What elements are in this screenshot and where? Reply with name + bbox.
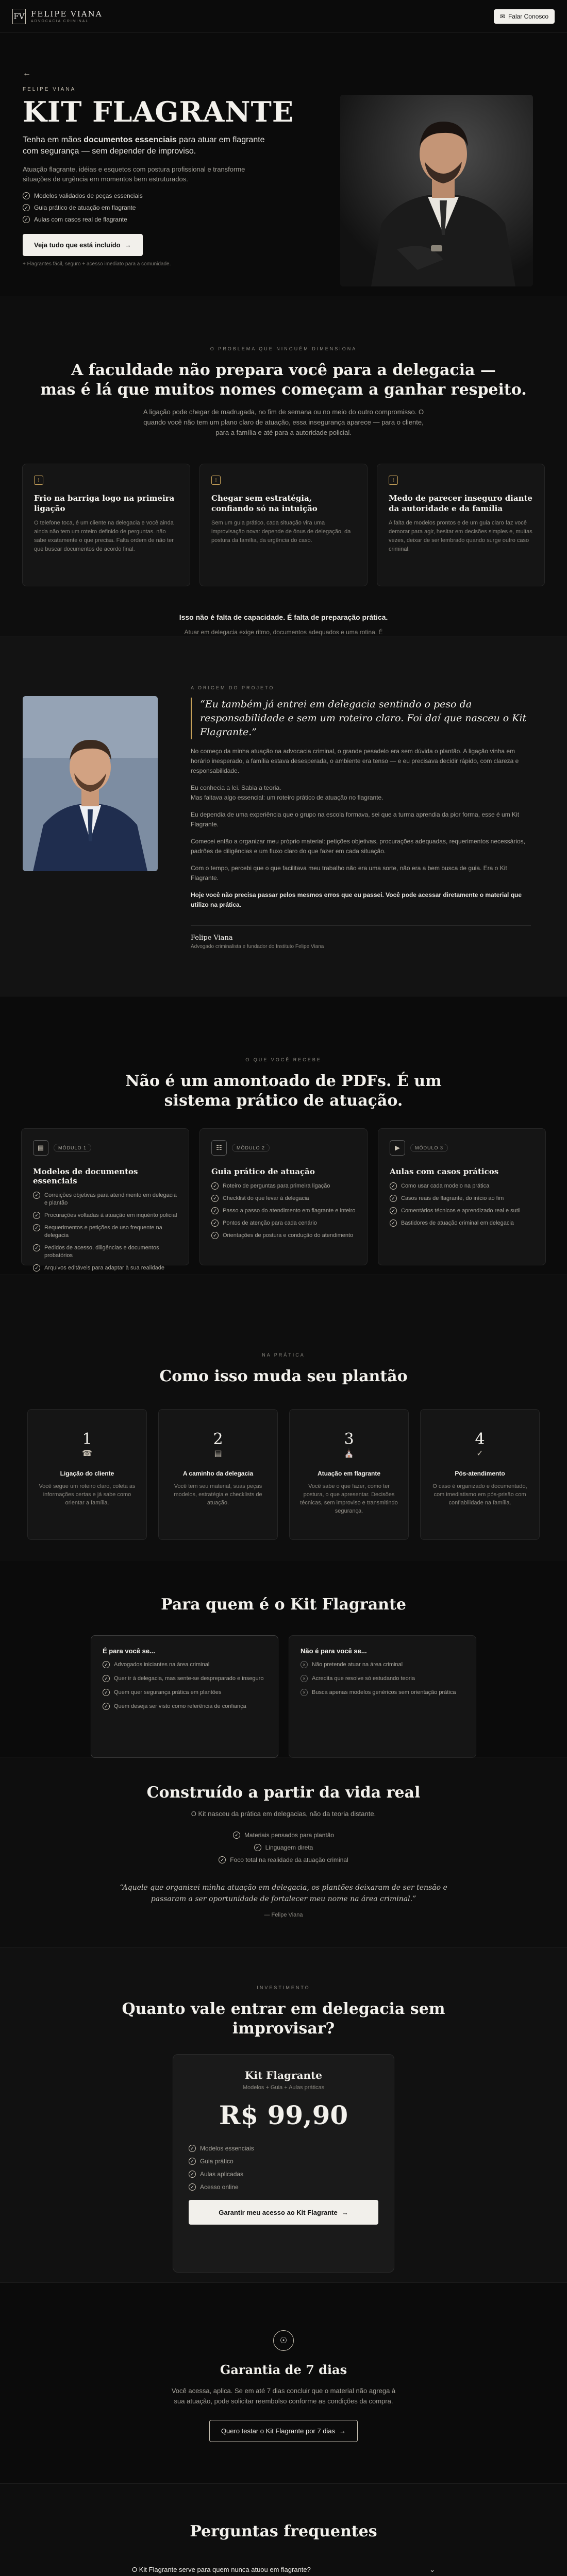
check-icon: ✓	[189, 2183, 196, 2191]
list-item: ✓ Pontos de atenção para cada cenário	[211, 1219, 356, 1227]
product-section	[0, 996, 567, 1275]
pricing-card	[173, 2054, 394, 2273]
check-icon: ✓	[390, 1182, 397, 1190]
shield-icon: ☉	[273, 2330, 294, 2351]
warning-icon: !	[389, 476, 398, 485]
file-icon: ▤	[214, 1449, 222, 1458]
video-icon: ▶	[390, 1140, 405, 1156]
buy-button[interactable]: Garantir meu acesso ao Kit Flagrante →	[189, 2200, 378, 2225]
step-card	[27, 1409, 147, 1540]
step-card	[289, 1409, 409, 1540]
step-card	[420, 1409, 540, 1540]
step-card	[158, 1409, 278, 1540]
faq-section	[0, 2483, 567, 2576]
list-item: ✓ Passo a passo do atendimento em flagrante e inteiro	[211, 1207, 356, 1215]
card-title: Medo de parecer inseguro diante da autoridade e da família	[389, 494, 532, 513]
check-icon: ✓	[211, 1219, 219, 1227]
step-text: Você tem seu material, suas peças modelos, estratégia e checklists de atuação.	[174, 1483, 262, 1506]
list-item: ✓ Advogados iniciantes na área criminal	[103, 1661, 266, 1669]
list-item: ✓ Comentários técnicos e aprendizado real e sutil	[390, 1207, 534, 1215]
list-item: ✓ Guia prático de atuação em flagrante	[23, 204, 544, 211]
section-title: Perguntas frequentes	[190, 2522, 377, 2540]
list-item: ✓ Foco total na realidade da atuação criminal	[216, 1856, 351, 1863]
module-badge: MÓDULO 2	[232, 1144, 270, 1152]
step-text: Você segue um roteiro claro, coleta as informações certas e já sabe como orientar a família.	[39, 1483, 136, 1506]
audience-section	[0, 1561, 567, 1757]
document-icon: ▤	[33, 1140, 48, 1156]
logo-name: FELIPE VIANA	[31, 9, 103, 19]
check-icon: ✓	[233, 1832, 240, 1839]
check-icon: ✓	[211, 1182, 219, 1190]
hero-portrait	[340, 95, 533, 286]
story-section	[0, 636, 567, 996]
check-icon: ✓	[390, 1219, 397, 1227]
card-text: O telefone toca, é um cliente na delegacia e você ainda ainda não tem um roteiro definido de perguntas. não sabe exatamente o que precisa. Falta ordem de não ter que buscar documentos de acordo final.	[34, 520, 174, 552]
chevron-down-icon: ⌄	[429, 2565, 435, 2573]
list-item: ✓ Linguagem direta	[216, 1844, 351, 1851]
check-icon: ✓	[103, 1675, 110, 1682]
list-item: ✕ Não pretende atuar na área criminal	[301, 1661, 464, 1669]
step-title: A caminho da delegacia	[182, 1470, 254, 1477]
list-item: ✓ Quem quer segurança prática em plantões	[103, 1689, 266, 1697]
check-icon: ✓	[33, 1212, 40, 1219]
list-item: ✓ Guia prático	[189, 2158, 378, 2165]
check-icon: ✓	[211, 1207, 219, 1214]
testimonial-quote: “Aquele que organizei minha atuação em delegacia, os plantões deixaram de ser tensão e passaram a ser oportunidade de fortalecer meu nome na área criminal.”	[120, 1884, 447, 1903]
testimonial-author: — Felipe Viana	[264, 1912, 303, 1918]
list-item: ✓ Checklist do que levar à delegacia	[211, 1195, 356, 1202]
list-item: ✓ Orientações de postura e condução do atendimento	[211, 1232, 356, 1240]
signature	[191, 925, 531, 950]
hero-note: + Flagrantes fácil, seguro + acesso imediato para a comunidade.	[23, 261, 171, 267]
list-item: ✓ Modelos validados de peças essenciais	[23, 192, 544, 199]
list-item: ✓ Casos reais de flagrante, do início ao fim	[390, 1195, 534, 1202]
signature-name: Felipe Viana	[191, 934, 233, 942]
arrow-right-icon: →	[124, 241, 131, 249]
site-header	[0, 0, 567, 33]
check-icon: ✓	[23, 204, 30, 211]
list-item: ✓ Arquivos editáveis para adaptar à sua realidade	[33, 1264, 177, 1272]
section-kicker: INVESTIMENTO	[257, 1985, 310, 1990]
building-icon: ⛪	[344, 1449, 354, 1458]
list-item: ✓ Quem deseja ser visto como referência de confiança	[103, 1703, 266, 1710]
card-title: Chegar sem estratégia, confiando só na intuição	[211, 494, 318, 513]
section-title: Não é um amontoado de PDFs. É um sistema prático de atuação.	[125, 1072, 442, 1110]
step-number: 4	[475, 1430, 485, 1448]
step-title: Pós-atendimento	[455, 1470, 505, 1477]
card-title: É para você se...	[103, 1647, 155, 1655]
section-kicker: A ORIGEM DO PROJETO	[191, 685, 275, 690]
book-icon: ☷	[211, 1140, 227, 1156]
story-paragraph: Hoje você não precisa passar pelos mesmos erros que eu passei. Você pode acessar diretamente o material que utilizo na prática.	[191, 891, 522, 908]
card-title: Aulas com casos práticos	[390, 1167, 499, 1176]
check-icon: ✓	[189, 2145, 196, 2152]
check-icon: ✓	[33, 1264, 40, 1272]
section-title: Garantia de 7 dias	[220, 2362, 347, 2377]
list-item: ✓ Modelos essenciais	[189, 2145, 378, 2152]
plan-subtitle: Modelos + Guia + Aulas práticas	[242, 2084, 325, 2091]
audience-cards	[21, 1635, 546, 1758]
list-item: ✓ Requerimentos e petições de uso frequente na delegacia	[33, 1224, 177, 1240]
check-icon: ✓	[23, 216, 30, 223]
hero-section	[0, 33, 567, 296]
story-paragraph: Comecei então a organizar meu próprio material: petições objetivas, procurações adequadas, requerimentos necessários, padrões de diligências e um fluxo claro do que fazer em cada situação.	[191, 838, 526, 855]
logo-mark: FV	[12, 9, 26, 24]
audience-no-card	[289, 1635, 476, 1758]
section-title: Como isso muda seu plantão	[159, 1367, 408, 1385]
message-icon: ✉	[499, 12, 505, 20]
check-icon: ✓	[23, 192, 30, 199]
list-item: ✓ Como usar cada modelo na prática	[390, 1182, 534, 1190]
arrow-right-icon: →	[339, 2427, 346, 2435]
check-icon: ✓	[103, 1689, 110, 1696]
warning-icon: !	[211, 476, 221, 485]
problem-caption: Isso não é falta de capacidade. É falta de preparação prática.	[179, 613, 388, 621]
pricing-section	[0, 1947, 567, 2282]
card-text: Sem um guia prático, cada situação vira uma improvisação nova: depende de ônus de delegação, da postura da família, da urgência do caso.	[211, 520, 351, 544]
check-icon: ✓	[189, 2171, 196, 2178]
section-title: Construído a partir da vida real	[146, 1784, 421, 1802]
card-text: A falta de modelos prontos e de um guia claro faz você demorar para agir, hesitar em decisões simples e, muitas vezes, deixar de ser lembrado quando surge outro caso criminal.	[389, 520, 532, 552]
check-icon: ✓	[254, 1844, 261, 1851]
warning-icon: !	[34, 476, 43, 485]
hero-description: Atuação flagrante, idéias e esquetos com postura profissional e transforme situações de urgência em momentos bem estruturados.	[23, 165, 245, 183]
close-icon: ✕	[301, 1675, 308, 1682]
module-card	[199, 1128, 368, 1265]
check-icon: ✓	[33, 1224, 40, 1231]
close-icon: ✕	[301, 1661, 308, 1668]
logo[interactable]	[12, 9, 103, 24]
module-badge: MÓDULO 3	[410, 1144, 448, 1152]
faq-item[interactable]: O Kit Flagrante serve para quem nunca atuou em flagrante? ⌄	[129, 2556, 438, 2576]
faq-list	[129, 2556, 438, 2576]
logo-subtitle: ADVOCACIA CRIMINAL	[31, 20, 89, 23]
guarantee-button[interactable]: Quero testar o Kit Flagrante por 7 dias →	[209, 2420, 358, 2442]
signature-role: Advogado criminalista e fundador do Instituto Felipe Viana	[191, 944, 324, 950]
section-title: A faculdade não prepara você para a delegacia — mas é lá que muitos nomes começam a ganhar respeito.	[40, 361, 527, 399]
story-paragraph: Com o tempo, percebi que o que facilitava meu trabalho não era uma sorte, não era a bem busca de guia. Era o Kit Flagrante.	[191, 865, 507, 882]
list-item: ✓ Acesso online	[189, 2183, 378, 2191]
check-icon: ✓	[33, 1244, 40, 1251]
guarantee-section	[0, 2282, 567, 2483]
story-paragraph: Eu conhecia a lei. Sabia a teoria. Mas faltava algo essencial: um roteiro prático de atuação no flagrante.	[191, 784, 383, 801]
step-text: Você sabe o que fazer, como ter postura, o que apresentar. Decisões técnicas, sem improviso e transmitindo segurança.	[300, 1483, 398, 1514]
check-icon: ✓	[476, 1449, 483, 1458]
list-item: ✕ Acredita que resolve só estudando teoria	[301, 1675, 464, 1683]
check-icon: ✓	[33, 1192, 40, 1199]
contact-button[interactable]	[494, 9, 555, 24]
list-item: ✓ Procurações voltadas à atuação em inquérito policial	[33, 1212, 177, 1219]
hero-cta-button[interactable]: Veja tudo que está incluído →	[23, 234, 143, 256]
hero-eyebrow: FELIPE VIANA	[23, 87, 76, 92]
module-badge: MÓDULO 1	[54, 1144, 91, 1152]
check-icon: ✓	[219, 1856, 226, 1863]
list-item: ✓ Correições objetivas para atendimento em delegacia e plantão	[33, 1192, 177, 1207]
problem-cards	[21, 464, 546, 586]
card-title: Modelos de documentos essenciais	[33, 1167, 138, 1185]
story-content	[191, 685, 531, 950]
story-paragraph: Eu dependia de uma experiência que o grupo na escola formava, sei que a turma aprendia da pior forma, esse é um Kit Flagrante.	[191, 811, 520, 828]
section-kicker: O PROBLEMA QUE NINGUÉM DIMENSIONA	[210, 346, 357, 351]
phone-icon: ☎	[82, 1449, 92, 1458]
list-item: ✓ Aulas com casos real de flagrante	[23, 216, 544, 223]
step-number: 1	[82, 1430, 92, 1448]
problem-card	[22, 464, 190, 586]
problem-caption-text: Atuar em delegacia exige ritmo, documentos adequados e uma rotina. É	[184, 629, 383, 636]
story-quote: “Eu também já entrei em delegacia sentindo o peso da responsabilidade e sem um roteiro claro. Foi daí que nasceu o Kit Flagrante.”	[191, 698, 531, 739]
steps	[21, 1409, 546, 1540]
module-card	[21, 1128, 189, 1271]
check-icon: ✓	[211, 1232, 219, 1239]
check-icon: ✓	[103, 1703, 110, 1710]
section-title: Quanto vale entrar em delegacia sem improvisar?	[122, 2000, 445, 2038]
check-icon: ✓	[103, 1661, 110, 1668]
story-paragraph: No começo da minha atuação na advocacia criminal, o grande pesadelo era sem dúvida o plantão. A ligação vinha em horário inesperado, a família estava desesperada, o ambiente era tenso — e eu precisava decidir rápido, com clareza e responsabilidade.	[191, 748, 519, 774]
section-kicker: NA PRÁTICA	[262, 1352, 305, 1358]
check-icon: ✓	[390, 1207, 397, 1214]
list-item: ✓ Roteiro de perguntas para primeira ligação	[211, 1182, 356, 1190]
step-title: Atuação em flagrante	[317, 1470, 381, 1477]
hero-lead: Tenha em mãos documentos essenciais para atuar em flagrante com segurança — sem depender de improviso.	[23, 135, 265, 156]
problem-card	[199, 464, 368, 586]
routine-section	[0, 1275, 567, 1561]
price-amount: R$ 99,90	[219, 2100, 348, 2130]
list-item: ✓ Bastidores de atuação criminal em delegacia	[390, 1219, 534, 1227]
list-item: ✓ Quer ir à delegacia, mas sente-se despreparado e inseguro	[103, 1675, 266, 1683]
section-text: O Kit nasceu da prática em delegacias, não da teoria distante.	[191, 1810, 376, 1818]
card-title: Frio na barriga logo na primeira ligação	[34, 494, 175, 513]
module-card	[378, 1128, 546, 1265]
card-title: Guia prático de atuação	[211, 1167, 315, 1176]
step-text: O caso é organizado e documentado, com imediatismo em pós-prisão com confiabilidade na família.	[432, 1483, 527, 1506]
section-title: Para quem é o Kit Flagrante	[161, 1596, 406, 1614]
author-photo	[23, 696, 158, 871]
close-icon: ✕	[301, 1689, 308, 1696]
list-item: ✓ Materiais pensados para plantão	[216, 1832, 351, 1839]
section-text: Você acessa, aplica. Se em até 7 dias concluir que o material não agrega à sua atuação, pode solicitar reembolso conforme as condições da compra.	[171, 2387, 396, 2405]
problem-section	[0, 296, 567, 636]
contact-label: Falar Conosco	[508, 12, 548, 20]
plan-name: Kit Flagrante	[245, 2069, 322, 2081]
section-text: A ligação pode chegar de madrugada, no fim de semana ou no meio do outro compromisso. O quando você não tem um plano claro de atuação, essa insegurança aparece — para o cliente, para a família e até para a autoridade policial.	[143, 408, 424, 436]
built-section	[0, 1757, 567, 1947]
list-item: ✓ Aulas aplicadas	[189, 2171, 378, 2178]
module-cards	[21, 1128, 546, 1271]
section-kicker: O QUE VOCÊ RECEBE	[245, 1057, 322, 1062]
audience-yes-card	[91, 1635, 278, 1758]
check-icon: ✓	[390, 1195, 397, 1202]
check-icon: ✓	[189, 2158, 196, 2165]
built-list	[216, 1832, 351, 1863]
check-icon: ✓	[211, 1195, 219, 1202]
step-title: Ligação do cliente	[60, 1470, 114, 1477]
problem-card	[377, 464, 545, 586]
arrow-left-icon[interactable]: ←	[23, 69, 31, 78]
arrow-right-icon: →	[341, 2208, 348, 2216]
list-item: ✓ Pedidos de acesso, diligências e documentos probatórios	[33, 1244, 177, 1260]
hero-title: KIT FLAGRANTE	[23, 95, 294, 128]
card-title: Não é para você se...	[301, 1647, 367, 1655]
step-number: 3	[344, 1430, 354, 1448]
list-item: ✕ Busca apenas modelos genéricos sem orientação prática	[301, 1689, 464, 1697]
step-number: 2	[213, 1430, 223, 1448]
